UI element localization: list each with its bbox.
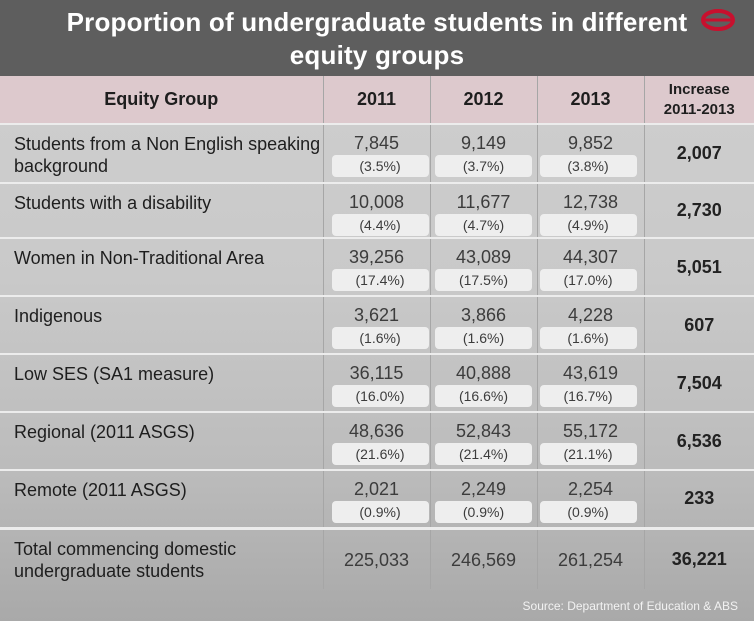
total-year-cell — [537, 528, 644, 589]
proportion-percent: (4.4%) — [332, 214, 429, 236]
proportion-percent: (0.9%) — [435, 501, 532, 523]
table-row — [0, 470, 754, 528]
title-line-1: Proportion of undergraduate students in different — [66, 7, 688, 37]
header-increase-label: Increase 2011-2013 — [663, 80, 735, 118]
increase-value: 607 — [644, 296, 754, 354]
header-equity-group: Equity Group — [0, 76, 323, 124]
proportion-percent: (1.6%) — [540, 327, 637, 349]
increase-value: 2,007 — [644, 124, 754, 183]
year-cell — [430, 296, 537, 354]
student-count: 44,307 — [562, 247, 619, 267]
year-cell — [323, 412, 430, 470]
header-2013: 2013 — [537, 76, 644, 124]
year-cell — [537, 124, 644, 183]
student-count: 9,149 — [460, 133, 507, 153]
proportion-percent: (16.6%) — [435, 385, 532, 407]
student-count: 43,619 — [562, 363, 619, 383]
increase-value: 7,504 — [644, 354, 754, 412]
total-year-cell — [430, 528, 537, 589]
year-cell — [537, 412, 644, 470]
proportion-percent: (3.5%) — [332, 155, 429, 177]
proportion-percent: (16.0%) — [332, 385, 429, 407]
publisher-logo-icon — [698, 8, 738, 34]
proportion-percent: (17.0%) — [540, 269, 637, 291]
year-cell — [537, 470, 644, 528]
increase-value: 2,730 — [644, 183, 754, 238]
total-row — [0, 528, 754, 589]
increase-value: 6,536 — [644, 412, 754, 470]
header-row — [0, 76, 754, 124]
student-count: 55,172 — [562, 421, 619, 441]
year-cell — [537, 296, 644, 354]
student-count: 2,021 — [353, 479, 400, 499]
total-year-cell — [323, 528, 430, 589]
year-cell — [430, 412, 537, 470]
proportion-percent: (4.7%) — [435, 214, 532, 236]
equity-group-label: Students from a Non English speaking background — [0, 124, 323, 183]
student-count: 9,852 — [567, 133, 614, 153]
year-cell — [537, 238, 644, 296]
table-row — [0, 183, 754, 238]
header-2011: 2011 — [323, 76, 430, 124]
chart-title — [0, 0, 754, 76]
equity-group-label: Low SES (SA1 measure) — [0, 354, 323, 412]
equity-group-label: Remote (2011 ASGS) — [0, 470, 323, 528]
year-cell — [430, 470, 537, 528]
equity-group-label: Students with a disability — [0, 183, 323, 238]
proportion-percent: (1.6%) — [332, 327, 429, 349]
total-increase-value: 36,221 — [644, 528, 754, 589]
year-cell — [323, 124, 430, 183]
proportion-percent: (3.7%) — [435, 155, 532, 177]
year-cell — [323, 296, 430, 354]
student-count: 3,621 — [353, 305, 400, 325]
year-cell — [323, 183, 430, 238]
student-count: 7,845 — [353, 133, 400, 153]
year-cell — [537, 183, 644, 238]
year-cell — [537, 354, 644, 412]
equity-group-label: Regional (2011 ASGS) — [0, 412, 323, 470]
table-row — [0, 354, 754, 412]
table-row — [0, 124, 754, 183]
student-count: 2,254 — [567, 479, 614, 499]
title-line-2: equity groups — [289, 40, 465, 70]
year-cell — [323, 238, 430, 296]
increase-value: 5,051 — [644, 238, 754, 296]
total-label: Total commencing domestic undergraduate students — [0, 528, 323, 589]
table-row — [0, 296, 754, 354]
total-count: 225,033 — [343, 549, 410, 570]
student-count: 48,636 — [348, 421, 405, 441]
table-row — [0, 412, 754, 470]
table-row — [0, 238, 754, 296]
proportion-percent: (0.9%) — [332, 501, 429, 523]
student-count: 43,089 — [455, 247, 512, 267]
student-count: 11,677 — [456, 192, 511, 212]
year-cell — [430, 238, 537, 296]
header-2012: 2012 — [430, 76, 537, 124]
student-count: 12,738 — [562, 192, 619, 212]
student-count: 4,228 — [567, 305, 614, 325]
equity-table — [0, 76, 754, 589]
proportion-percent: (0.9%) — [540, 501, 637, 523]
student-count: 2,249 — [460, 479, 507, 499]
source-note: Source: Department of Education & ABS — [522, 599, 738, 613]
proportion-percent: (21.4%) — [435, 443, 532, 465]
year-cell — [430, 183, 537, 238]
equity-group-label: Women in Non-Traditional Area — [0, 238, 323, 296]
proportion-percent: (3.8%) — [540, 155, 637, 177]
total-count: 246,569 — [450, 549, 517, 570]
year-cell — [430, 354, 537, 412]
equity-group-label: Indigenous — [0, 296, 323, 354]
total-count: 261,254 — [557, 549, 624, 570]
year-cell — [323, 470, 430, 528]
proportion-percent: (17.5%) — [435, 269, 532, 291]
proportion-percent: (17.4%) — [332, 269, 429, 291]
proportion-percent: (4.9%) — [540, 214, 637, 236]
proportion-percent: (21.1%) — [540, 443, 637, 465]
student-count: 52,843 — [455, 421, 512, 441]
student-count: 10,008 — [348, 192, 405, 212]
increase-value: 233 — [644, 470, 754, 528]
student-count: 3,866 — [460, 305, 507, 325]
proportion-percent: (1.6%) — [435, 327, 532, 349]
proportion-percent: (16.7%) — [540, 385, 637, 407]
student-count: 36,115 — [349, 363, 404, 383]
year-cell — [430, 124, 537, 183]
year-cell — [323, 354, 430, 412]
proportion-percent: (21.6%) — [332, 443, 429, 465]
student-count: 39,256 — [348, 247, 405, 267]
student-count: 40,888 — [455, 363, 512, 383]
header-increase — [644, 76, 754, 124]
